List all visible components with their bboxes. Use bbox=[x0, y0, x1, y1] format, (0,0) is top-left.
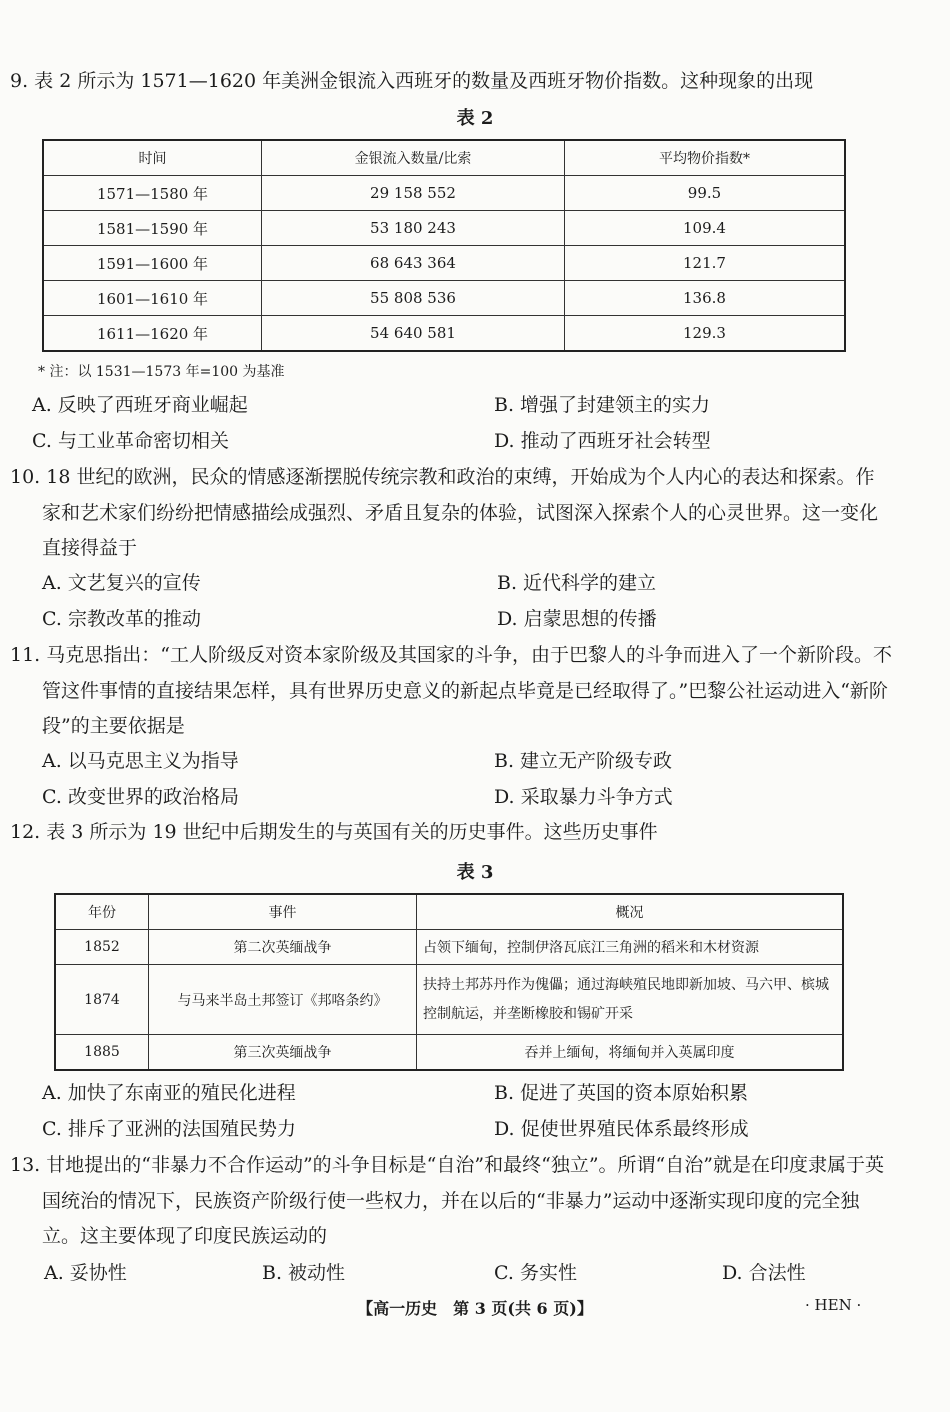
paper-code: · HEN · bbox=[805, 1296, 862, 1314]
table-cell: 1874 bbox=[55, 965, 149, 1035]
option-c: C. 排斥了亚洲的法国殖民势力 bbox=[42, 1117, 296, 1140]
table-3 bbox=[54, 893, 844, 1071]
table-row bbox=[55, 930, 843, 965]
table-cell: 1885 bbox=[55, 1035, 149, 1070]
table-cell: 1591—1600 年 bbox=[43, 246, 262, 281]
table-row bbox=[55, 1035, 843, 1070]
option-a: A. 妥协性 bbox=[44, 1262, 127, 1284]
option-c: C. 务实性 bbox=[494, 1262, 577, 1284]
q10-stem: 10. 18 世纪的欧洲，民众的情感逐渐摆脱传统宗教和政治的束缚，开始成为个人内心的表达和探索。作家和艺术家们纷纷把情感描绘成强烈、矛盾且复杂的体验，试图深入探索个人的心灵世界。这一变化直接得益于 bbox=[10, 466, 879, 559]
q11-stem: 11. 马克思指出：“工人阶级反对资本家阶级及其国家的斗争，由于巴黎人的斗争而进入了一个新阶段。不管这件事情的直接结果怎样，具有世界历史意义的新起点毕竟是已经取得了。”巴黎公社运动进入“新阶段”的主要依据是 bbox=[10, 644, 892, 737]
table-header-cell: 概况 bbox=[417, 894, 844, 930]
option-b: B. 被动性 bbox=[262, 1262, 346, 1284]
table-header-cell: 事件 bbox=[149, 894, 417, 930]
table-cell: 53 180 243 bbox=[262, 211, 565, 246]
option-d: D. 采取暴力斗争方式 bbox=[494, 785, 673, 808]
option-c: C. 改变世界的政治格局 bbox=[42, 785, 239, 808]
q9-options bbox=[32, 388, 862, 459]
table-cell: 占领下缅甸，控制伊洛瓦底江三角洲的稻米和木材资源 bbox=[417, 930, 844, 965]
option-d: D. 启蒙思想的传播 bbox=[497, 607, 657, 630]
option-c: C. 宗教改革的推动 bbox=[42, 607, 201, 630]
option-d: D. 促使世界殖民体系最终形成 bbox=[494, 1117, 749, 1140]
table-header-row bbox=[43, 140, 845, 176]
q11-options bbox=[32, 744, 862, 815]
table-cell: 1581—1590 年 bbox=[43, 211, 262, 246]
table-row bbox=[43, 316, 845, 352]
table-header-cell: 金银流入数量/比索 bbox=[262, 140, 565, 176]
table-cell: 55 808 536 bbox=[262, 281, 565, 316]
table-cell: 1611—1620 年 bbox=[43, 316, 262, 352]
table3-caption: 表 3 bbox=[456, 862, 494, 883]
table-cell: 扶持土邦苏丹作为傀儡；通过海峡殖民地即新加坡、马六甲、槟城控制航运，并垄断橡胶和锡矿开采 bbox=[417, 965, 844, 1035]
table-2 bbox=[42, 139, 846, 352]
table-row bbox=[43, 246, 845, 281]
table-cell: 29 158 552 bbox=[262, 176, 565, 211]
table2-note: * 注：以 1531—1573 年=100 为基准 bbox=[38, 364, 285, 380]
table-cell: 136.8 bbox=[565, 281, 846, 316]
table-row bbox=[43, 281, 845, 316]
q9-stem: 9. 表 2 所示为 1571—1620 年美洲金银流入西班牙的数量及西班牙物价指数。这种现象的出现 bbox=[10, 70, 814, 92]
table-cell: 129.3 bbox=[565, 316, 846, 352]
table-row bbox=[43, 211, 845, 246]
table-row bbox=[55, 965, 843, 1035]
table-cell: 109.4 bbox=[565, 211, 846, 246]
option-b: B. 促进了英国的资本原始积累 bbox=[494, 1082, 749, 1104]
option-b: B. 增强了封建领主的实力 bbox=[494, 394, 711, 416]
option-a: A. 文艺复兴的宣传 bbox=[42, 572, 201, 594]
table-cell: 第三次英缅战争 bbox=[149, 1035, 417, 1070]
q13-options bbox=[32, 1256, 862, 1292]
table-cell: 68 643 364 bbox=[262, 246, 565, 281]
table-header-cell: 时间 bbox=[43, 140, 262, 176]
option-a: A. 以马克思主义为指导 bbox=[42, 750, 239, 772]
table2-caption: 表 2 bbox=[456, 108, 494, 129]
table-cell: 第二次英缅战争 bbox=[149, 930, 417, 965]
q12-stem: 12. 表 3 所示为 19 世纪中后期发生的与英国有关的历史事件。这些历史事件 bbox=[10, 821, 658, 843]
table-cell: 1601—1610 年 bbox=[43, 281, 262, 316]
table-cell: 1852 bbox=[55, 930, 149, 965]
q12-options bbox=[32, 1076, 862, 1147]
option-c: C. 与工业革命密切相关 bbox=[32, 429, 229, 452]
table-row bbox=[43, 176, 845, 211]
table-cell: 99.5 bbox=[565, 176, 846, 211]
table-cell: 吞并上缅甸，将缅甸并入英属印度 bbox=[417, 1035, 844, 1070]
table-cell: 54 640 581 bbox=[262, 316, 565, 352]
option-a: A. 加快了东南亚的殖民化进程 bbox=[42, 1082, 296, 1104]
table-header-row bbox=[55, 894, 843, 930]
option-d: D. 合法性 bbox=[722, 1262, 806, 1284]
option-b: B. 建立无产阶级专政 bbox=[494, 750, 673, 772]
table-header-cell: 平均物价指数* bbox=[565, 140, 846, 176]
table-cell: 与马来半岛土邦签订《邦咯条约》 bbox=[149, 965, 417, 1035]
table-cell: 121.7 bbox=[565, 246, 846, 281]
table-header-cell: 年份 bbox=[55, 894, 149, 930]
option-d: D. 推动了西班牙社会转型 bbox=[494, 429, 711, 452]
q13-stem: 13. 甘地提出的“非暴力不合作运动”的斗争目标是“自治”和最终“独立”。所谓“自治”就是在印度隶属于英国统治的情况下，民族资产阶级行使一些权力，并在以后的“非暴力”运动中逐渐实现印度的完全独立。这主要体现了印度民族运动的 bbox=[10, 1154, 884, 1247]
option-a: A. 反映了西班牙商业崛起 bbox=[32, 394, 248, 416]
table-cell: 1571—1580 年 bbox=[43, 176, 262, 211]
q10-options bbox=[32, 566, 862, 637]
page-footer: 【高一历史 第 3 页(共 6 页)】 bbox=[357, 1299, 593, 1318]
option-b: B. 近代科学的建立 bbox=[497, 572, 657, 594]
